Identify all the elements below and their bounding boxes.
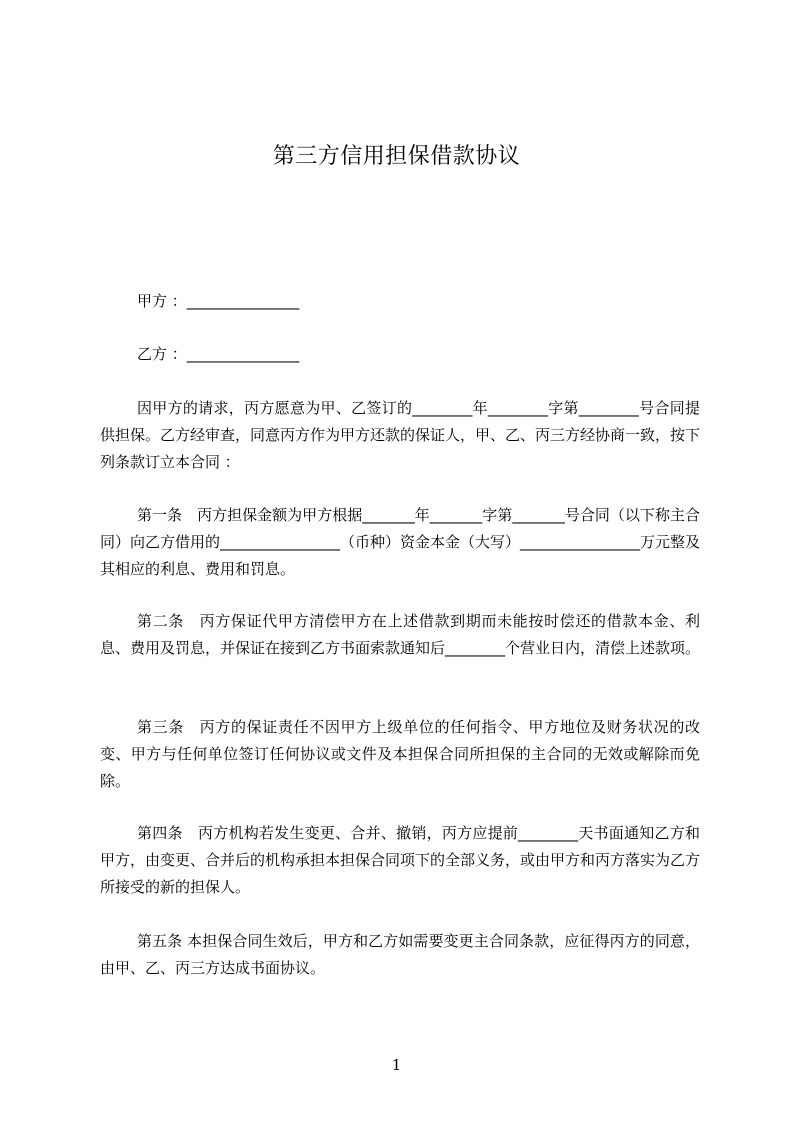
party-b-line: 乙方 ：_______________ xyxy=(137,345,300,363)
article-4: 第四条 丙方机构若发生变更、合并、撤销，丙方应提前________天书面通知乙方和甲方，由变更、合并后的机构承担本担保合同项下的全部义务，或由甲方和丙方落实为乙方所接受的新的担保人。 xyxy=(100,824,701,896)
intro-paragraph: 因甲方的请求，丙方愿意为甲、乙签订的________年________字第________号合同提供担保。乙方经审查，同意丙方作为甲方还款的保证人，甲、乙、丙三方经协商一致，按下列条款订立本合同 ： xyxy=(100,399,701,471)
document-title: 第三方信用担保借款协议 xyxy=(272,144,521,169)
page-number: 1 xyxy=(391,1056,402,1074)
article-1: 第一条 丙方担保金额为甲方根据_______年_______字第_______号合同（以下称主合同）向乙方借用的________________（币种）资金本金（大写）________________万元整及其相应的利息、费用和罚息。 xyxy=(100,506,701,578)
article-5: 第五条 本担保合同生效后，甲方和乙方如需要变更主合同条款，应征得丙方的同意，由甲、乙、丙三方达成书面协议。 xyxy=(100,932,700,977)
party-a-line: 甲方 ：_______________ xyxy=(137,292,300,310)
article-3: 第三条 丙方的保证责任不因甲方上级单位的任何指令、甲方地位及财务状况的改变、甲方与任何单位签订任何协议或文件及本担保合同所担保的主合同的无效或解除而免除。 xyxy=(100,718,700,790)
article-2: 第二条 丙方保证代甲方清偿甲方在上述借款到期而未能按时偿还的借款本金、利息、费用及罚息，并保证在接到乙方书面索款通知后________个营业日内，清偿上述款项。 xyxy=(100,612,701,657)
